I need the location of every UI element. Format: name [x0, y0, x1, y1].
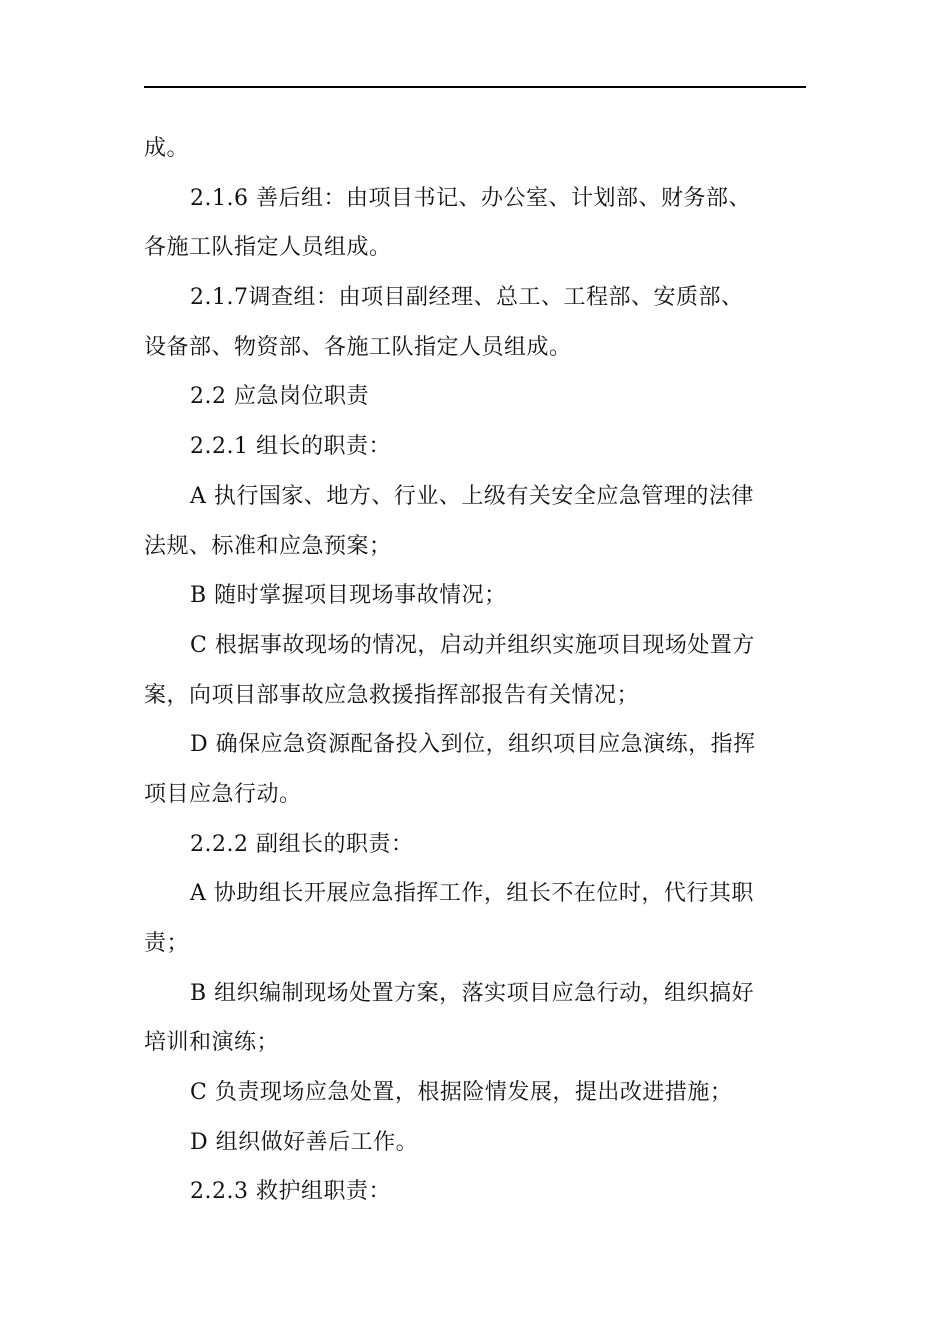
- text-line: A 执行国家、地方、行业、上级有关安全应急管理的法律: [190, 483, 754, 509]
- text-line: A 协助组长开展应急指挥工作，组长不在位时，代行其职: [190, 881, 754, 907]
- text-line: B 组织编制现场处置方案，落实项目应急行动，组织搞好: [190, 980, 755, 1006]
- text-line: C 根据事故现场的情况，启动并组织实施项目现场处置方: [190, 632, 755, 658]
- text-line: 法规、标准和应急预案；: [144, 533, 392, 559]
- text-line: 项目应急行动。: [144, 781, 302, 807]
- text-line: 培训和演练；: [144, 1030, 280, 1056]
- text-line: 成。: [144, 136, 190, 161]
- text-line: 2.1.6 善后组：由项目书记、办公室、计划部、财务部、: [190, 185, 751, 211]
- text-line: C 负责现场应急处置，根据险情发展，提出改进措施；: [190, 1080, 733, 1106]
- text-line: 2.2.1 组长的职责：: [190, 434, 391, 460]
- text-line: D 组织做好善后工作。: [190, 1129, 419, 1155]
- text-line: B 随时掌握项目现场事故情况；: [190, 583, 507, 609]
- text-line: 设备部、物资部、各施工队指定人员组成。: [144, 334, 572, 360]
- text-line: 2.2.3 救护组职责：: [190, 1179, 391, 1205]
- text-line: D 确保应急资源配备投入到位，组织项目应急演练，指挥: [190, 732, 756, 758]
- text-line: 2.1.7调查组：由项目副经理、总工、工程部、安质部、: [190, 285, 744, 311]
- body-text: [144, 124, 806, 1217]
- text-line: 责；: [144, 931, 190, 956]
- header-rule: [144, 86, 806, 88]
- text-line: 2.2 应急岗位职责: [190, 384, 369, 410]
- text-line: 2.2.2 副组长的职责：: [190, 831, 414, 857]
- text-line: 案，向项目部事故应急救援指挥部报告有关情况；: [144, 682, 640, 708]
- text-line: 各施工队指定人员组成。: [144, 235, 392, 261]
